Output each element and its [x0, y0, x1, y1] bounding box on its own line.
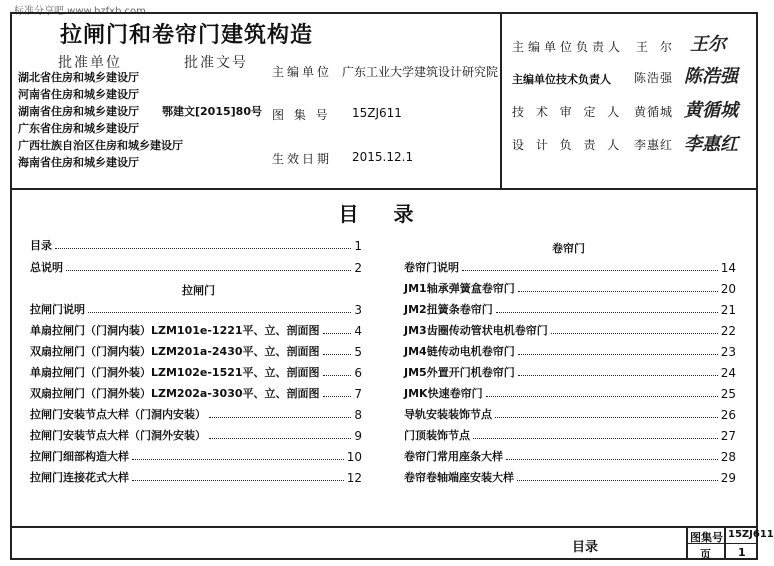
toc-entry[interactable]	[404, 280, 736, 296]
responsible-name: 陈浩强	[634, 71, 674, 85]
toc-entry-page: 4	[354, 324, 362, 338]
toc-entry[interactable]	[404, 448, 736, 464]
toc-entry[interactable]	[30, 259, 362, 275]
leader-dots	[209, 438, 351, 439]
toc-entry-label: 双扇拉闸门（门洞内装）LZM201a-2430平、立、剖面图	[30, 345, 320, 358]
responsible-name: 李惠红	[634, 138, 674, 152]
toc-entry-label: 总说明	[30, 261, 63, 274]
leader-dots	[518, 354, 718, 355]
toc-entry-label: 拉闸门连接花式大样	[30, 471, 129, 484]
toc-entry-label: 拉闸门安装节点大样（门洞外安装）	[30, 429, 206, 442]
toc-entry-page: 27	[720, 429, 736, 443]
leader-dots	[55, 248, 351, 249]
leader-dots	[323, 375, 352, 376]
leader-dots	[473, 438, 718, 439]
leader-dots	[88, 312, 351, 313]
toc-entry[interactable]	[404, 427, 736, 443]
leader-dots	[323, 354, 352, 355]
toc-entry-page: 10	[346, 450, 362, 464]
signature: 王尔	[690, 34, 726, 55]
responsible-role: 主编单位负责人	[512, 40, 625, 54]
responsible-name: 王 尔	[636, 40, 676, 54]
approver: 湖北省住房和城乡建设厅	[18, 71, 139, 84]
toc-entry-label: JM1轴承弹簧盒卷帘门	[404, 282, 515, 295]
toc-entry-page: 9	[354, 429, 362, 443]
toc-entry-label: 拉闸门细部构造大样	[30, 450, 129, 463]
toc-entry-page: 6	[354, 366, 362, 380]
toc-entry-page: 14	[720, 261, 736, 275]
effective-date-label: 生效日期	[272, 152, 333, 166]
leader-dots	[517, 480, 718, 481]
effective-date: 2015.12.1	[352, 150, 414, 164]
toc-entry-page: 20	[720, 282, 736, 296]
toc-section-heading: 拉闸门	[182, 284, 215, 297]
responsible-role: 设 计 负 责 人	[512, 138, 624, 152]
toc-entry[interactable]	[30, 448, 362, 464]
toc-entry-label: 导轨安装装饰节点	[404, 408, 492, 421]
toc-entry-label: 拉闸门说明	[30, 303, 85, 316]
header-divider	[500, 12, 502, 189]
header-bottom-line	[10, 188, 758, 190]
toc-entry-page: 28	[720, 450, 736, 464]
leader-dots	[518, 291, 718, 292]
toc-entry[interactable]	[404, 406, 736, 422]
toc-entry-label: 单扇拉闸门（门洞内装）LZM101e-1221平、立、剖面图	[30, 324, 320, 337]
leader-dots	[506, 459, 718, 460]
atlas-number-label: 图 集 号	[272, 108, 331, 122]
leader-dots	[551, 333, 718, 334]
toc-entry[interactable]	[30, 469, 362, 485]
toc-entry-label: 拉闸门安装节点大样（门洞内安装）	[30, 408, 206, 421]
leader-dots	[518, 375, 718, 376]
toc-entry-page: 2	[354, 261, 362, 275]
approver-unit-label: 批准单位	[58, 55, 122, 71]
toc-entry[interactable]	[30, 385, 362, 401]
signature: 陈浩强	[684, 66, 738, 87]
toc-entry-page: 26	[720, 408, 736, 422]
leader-dots	[323, 396, 352, 397]
title-block-top-line	[10, 526, 758, 528]
toc-entry-label: 卷帘门说明	[404, 261, 459, 274]
toc-entry[interactable]	[30, 237, 362, 253]
leader-dots	[132, 480, 344, 481]
toc-entry-label: JMK快速卷帘门	[404, 387, 483, 400]
leader-dots	[462, 270, 718, 271]
atlas-number: 15ZJ611	[728, 529, 774, 540]
responsible-name: 黄循城	[634, 105, 674, 119]
toc-entry-page: 12	[346, 471, 362, 485]
editor-unit-label: 主编单位	[272, 65, 333, 79]
approval-doc-number: 鄂建文[2015]80号	[162, 105, 262, 118]
atlas-title: 拉闸门和卷帘门建筑构造	[60, 23, 314, 48]
toc-entry-page: 8	[354, 408, 362, 422]
toc-section-heading: 卷帘门	[552, 242, 585, 255]
atlas-number-label: 图集号	[690, 531, 723, 544]
toc-entry-label: JM3齿圈传动管状电机卷帘门	[404, 324, 548, 337]
toc-entry-page: 21	[720, 303, 736, 317]
approver: 广西壮族自治区住房和城乡建设厅	[18, 139, 183, 152]
toc-entry-page: 7	[354, 387, 362, 401]
toc-entry-label: JM2扭簧条卷帘门	[404, 303, 493, 316]
toc-entry[interactable]	[30, 364, 362, 380]
atlas-number: 15ZJ611	[352, 106, 402, 120]
toc-entry[interactable]	[30, 322, 362, 338]
leader-dots	[66, 270, 351, 271]
toc-entry-page: 24	[720, 366, 736, 380]
toc-entry[interactable]	[404, 364, 736, 380]
toc-entry[interactable]	[30, 406, 362, 422]
toc-entry-page: 23	[720, 345, 736, 359]
leader-dots	[323, 333, 352, 334]
signature: 李惠红	[684, 134, 738, 155]
toc-heading: 目 录	[338, 202, 428, 226]
leader-dots	[495, 417, 718, 418]
toc-entry-label: 卷帘卷轴端座安装大样	[404, 471, 514, 484]
toc-entry-label: 门顶装饰节点	[404, 429, 470, 442]
toc-entry-label: JM5外置开门机卷帘门	[404, 366, 515, 379]
toc-entry-label: JM4链传动电机卷帘门	[404, 345, 515, 358]
approver: 海南省住房和城乡建设厅	[18, 156, 139, 169]
toc-entry-page: 25	[720, 387, 736, 401]
toc-entry-page: 5	[354, 345, 362, 359]
approver-list	[18, 69, 183, 171]
toc-entry-label: 双扇拉闸门（门洞外装）LZM202a-3030平、立、剖面图	[30, 387, 320, 400]
toc-entry-page: 3	[354, 303, 362, 317]
toc-entry-page: 29	[720, 471, 736, 485]
responsible-role: 技 术 审 定 人	[512, 105, 624, 119]
leader-dots	[496, 312, 718, 313]
responsible-role: 主编单位技术负责人	[512, 73, 611, 86]
signature: 黄循城	[684, 100, 738, 121]
leader-dots	[132, 459, 344, 460]
toc-entry-page: 22	[720, 324, 736, 338]
approval-doc-label: 批准文号	[184, 55, 248, 71]
toc-entry[interactable]	[404, 259, 736, 275]
toc-entry[interactable]	[30, 301, 362, 317]
toc-entry[interactable]	[30, 343, 362, 359]
drawing-name: 目录	[572, 540, 599, 555]
page-number: 1	[738, 546, 746, 559]
leader-dots	[486, 396, 718, 397]
approver: 河南省住房和城乡建设厅	[18, 88, 139, 101]
toc-entry[interactable]	[404, 469, 736, 485]
toc-entry-label: 单扇拉闸门（门洞外装）LZM102e-1521平、立、剖面图	[30, 366, 320, 379]
toc-entry[interactable]	[404, 301, 736, 317]
toc-entry[interactable]	[30, 427, 362, 443]
editor-unit: 广东工业大学建筑设计研究院	[342, 65, 499, 79]
toc-entry[interactable]	[404, 343, 736, 359]
approver: 湖南省住房和城乡建设厅	[18, 105, 139, 118]
toc-entry-label: 目录	[30, 239, 52, 252]
watermark: 标准分享吧 www.bzfxb.com	[14, 6, 146, 17]
toc-entry-page: 1	[354, 239, 362, 253]
toc-entry-label: 卷帘门常用座条大样	[404, 450, 503, 463]
toc-entry[interactable]	[404, 322, 736, 338]
toc-entry[interactable]	[404, 385, 736, 401]
leader-dots	[209, 417, 351, 418]
approver: 广东省住房和城乡建设厅	[18, 122, 139, 135]
page-label: 页	[700, 548, 711, 561]
